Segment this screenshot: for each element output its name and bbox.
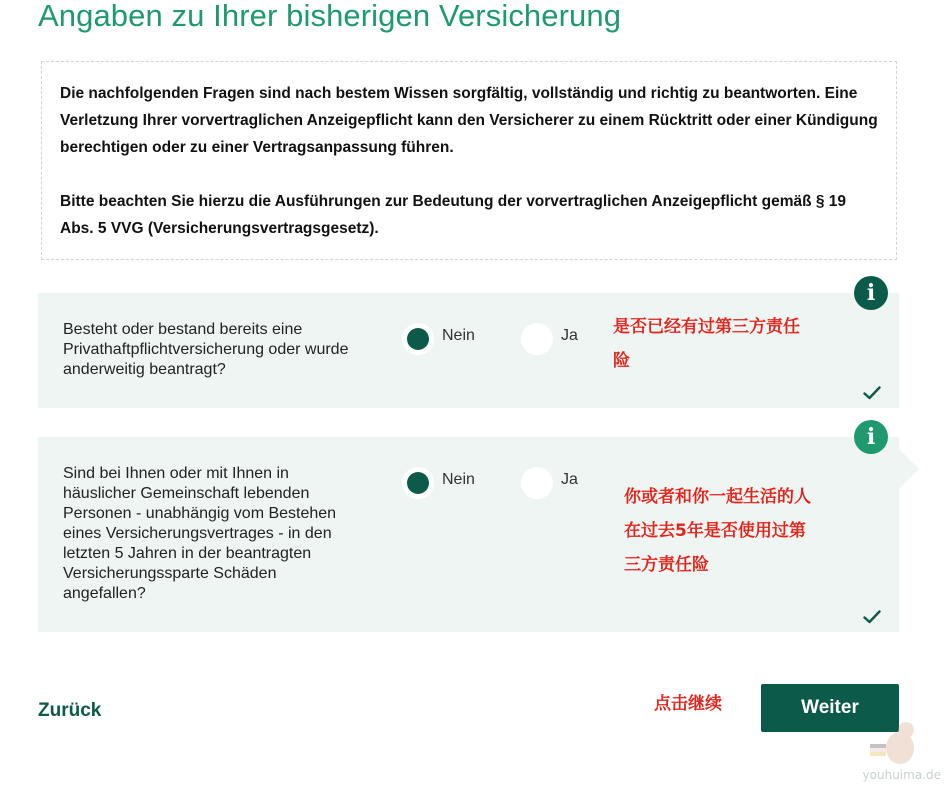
checkmark-icon xyxy=(863,610,881,624)
notice-paragraph-2: Bitte beachten Sie hierzu die Ausführungen zur Bedeutung der vorvertraglichen Anzeigepflicht gemäß § 19 Abs. 5 VVG (Versicherungsvertragsgesetz). xyxy=(60,193,847,237)
radio-button-unselected[interactable] xyxy=(521,467,553,499)
checkmark-icon xyxy=(863,386,881,400)
info-icon[interactable]: i xyxy=(854,276,888,310)
question-text: Sind bei Ihnen oder mit Ihnen in häuslicher Gemeinschaft lebenden Personen - unabhängig vom Bestehen eines Versicherungsvertrages - in den letzten 5 Jahren in der beantragten Versicherungssparte Schäden angefallen? xyxy=(63,465,337,602)
back-link[interactable]: Zurück xyxy=(38,700,102,721)
watermark-dog-icon xyxy=(866,718,922,770)
radio-option-ja[interactable] xyxy=(521,323,578,355)
radio-label-ja: Ja xyxy=(561,471,578,488)
disclosure-notice xyxy=(41,61,897,260)
watermark-text: youhuima.de xyxy=(862,768,941,782)
annotation-continue: 点击继续 xyxy=(654,694,722,714)
radio-label-nein: Nein xyxy=(442,327,475,344)
radio-label-nein: Nein xyxy=(442,471,475,488)
next-button[interactable]: Weiter xyxy=(761,684,899,732)
radio-button-selected[interactable] xyxy=(402,323,434,355)
radio-option-nein[interactable] xyxy=(402,323,475,355)
info-pointer-arrow xyxy=(899,449,919,489)
info-icon[interactable]: i xyxy=(854,420,888,454)
radio-button-selected[interactable] xyxy=(402,467,434,499)
notice-paragraph-1: Die nachfolgenden Fragen sind nach bestem Wissen sorgfältig, vollständig und richtig zu beantworten. Eine Verletzung Ihrer vorvertraglichen Anzeigepflicht kann den Versicherer zu einem Rücktritt oder einer Kündigung berechtigen oder zu einer Vertragsanpassung führen. xyxy=(60,85,878,156)
radio-label-ja: Ja xyxy=(561,327,578,344)
radio-option-nein[interactable] xyxy=(402,467,475,499)
radio-option-ja[interactable] xyxy=(521,467,578,499)
annotation-question-2: 你或者和你一起生活的人在过去5年是否使用过第三方责任险 xyxy=(624,487,811,575)
annotation-question-1: 是否已经有过第三方责任险 xyxy=(613,317,800,371)
question-text: Besteht oder bestand bereits eine Privathaftpflichtversicherung oder wurde anderweitig beantragt? xyxy=(63,321,349,378)
page-title: Angaben zu Ihrer bisherigen Versicherung xyxy=(38,0,622,33)
radio-button-unselected[interactable] xyxy=(521,323,553,355)
